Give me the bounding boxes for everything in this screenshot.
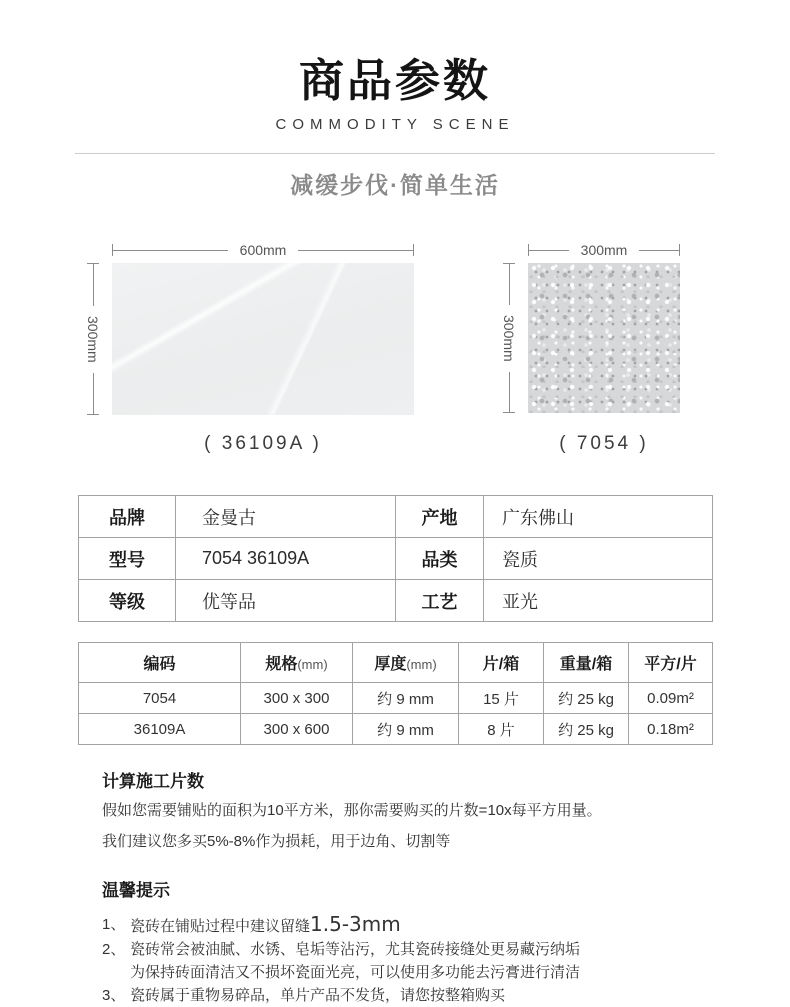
- tips-section: [102, 876, 712, 1007]
- list-item: [102, 938, 712, 984]
- spec-label-origin: 产地: [396, 496, 484, 538]
- calc-line-1: 假如您需要铺贴的面积为10平方米，那你需要购买的片数=10x每平方用量。: [102, 802, 602, 820]
- right-tile-width-dimension: [528, 243, 680, 257]
- spec-value-grade: 优等品: [176, 580, 396, 622]
- page-subtitle: COMMODITY SCENE: [275, 116, 515, 134]
- dimension-tick: [679, 244, 680, 256]
- divider-line: [75, 153, 715, 154]
- dimension-line: [529, 250, 569, 251]
- table-row: [79, 683, 713, 714]
- col-header-sqm-per-piece: 平方/片: [629, 643, 713, 683]
- cell-size: 300 x 300: [241, 683, 353, 714]
- spec-value-category: 瓷质: [484, 538, 713, 580]
- spec-label-craft: 工艺: [396, 580, 484, 622]
- left-tile-width-label: 600mm: [239, 242, 287, 259]
- tip-number: 1、: [102, 916, 126, 934]
- cell-sqm: 0.18m²: [629, 714, 713, 745]
- cell-code: 7054: [79, 683, 241, 714]
- terrazzo-tile-image: [528, 263, 680, 413]
- dimension-line: [298, 250, 413, 251]
- tip-number: 3、: [102, 987, 126, 1005]
- tip-line: 瓷砖常会被油腻、水锈、皂垢等沾污，尤其瓷砖接缝处更易藏污纳垢: [130, 941, 581, 959]
- left-tile-height-label: 300mm: [85, 316, 101, 363]
- tile-figures: [0, 239, 790, 463]
- left-tile-width-dimension: [112, 243, 414, 257]
- spec-value-craft: 亚光: [484, 580, 713, 622]
- table-row: [79, 538, 713, 580]
- marble-tile-image: [112, 263, 414, 415]
- tip-text: 瓷砖属于重物易碎品，单片产品不发货，请您按整箱购买: [130, 987, 506, 1005]
- table-row: [79, 714, 713, 745]
- list-item: [102, 984, 712, 1007]
- dimension-line: [509, 372, 510, 413]
- tip-text: 瓷砖在铺贴过程中建议留缝1.5-3mm: [130, 912, 401, 937]
- cell-code: 36109A: [79, 714, 241, 745]
- tagline: 减缓步伐·简单生活: [290, 172, 500, 199]
- spec-value-model: 7054 36109A: [176, 538, 396, 580]
- table-row: [79, 580, 713, 622]
- table-row: [79, 496, 713, 538]
- tip-line: 为保持砖面清洁又不损坏瓷面光亮，可以使用多功能去污膏进行清洁: [130, 964, 581, 982]
- cell-size: 300 x 600: [241, 714, 353, 745]
- dimension-line: [93, 373, 94, 415]
- page-title: 商品参数: [298, 55, 491, 106]
- spec-label-model: 型号: [79, 538, 176, 580]
- cell-pieces: 8 片: [459, 714, 544, 745]
- right-tile-height-dimension: [502, 263, 516, 413]
- tip-gap-size: 1.5-3mm: [310, 912, 401, 937]
- dimension-line: [113, 250, 228, 251]
- packing-table: [78, 642, 713, 745]
- right-tile-height-label: 300mm: [501, 315, 517, 362]
- cell-pieces: 15 片: [459, 683, 544, 714]
- col-header-weight-per-box: 重量/箱: [544, 643, 629, 683]
- calc-line-2: 我们建议您多买5%-8%作为损耗，用于边角、切割等: [102, 833, 451, 851]
- tips-list: [102, 913, 712, 1007]
- spec-table: [78, 495, 713, 622]
- calc-section: [102, 767, 712, 854]
- col-header-thickness: 厚度(mm): [353, 643, 459, 683]
- col-header-pieces-per-box: 片/箱: [459, 643, 544, 683]
- tip-number: 2、: [102, 941, 126, 959]
- dimension-line: [639, 250, 679, 251]
- cell-sqm: 0.09m²: [629, 683, 713, 714]
- dimension-tick: [87, 414, 99, 415]
- left-tile-height-dimension: [86, 263, 100, 415]
- table-header-row: [79, 643, 713, 683]
- spec-label-brand: 品牌: [79, 496, 176, 538]
- dimension-tick: [503, 412, 515, 413]
- calc-heading: 计算施工片数: [102, 772, 204, 792]
- left-tile-caption: ( 36109A ): [204, 433, 322, 455]
- spec-value-origin: 广东佛山: [484, 496, 713, 538]
- cell-weight: 约 25 kg: [544, 714, 629, 745]
- cell-weight: 约 25 kg: [544, 683, 629, 714]
- list-item: [102, 913, 712, 938]
- right-tile-caption: ( 7054 ): [559, 433, 649, 455]
- right-tile-width-label: 300mm: [580, 242, 628, 259]
- header: [0, 0, 790, 133]
- dimension-line: [93, 264, 94, 306]
- spec-label-grade: 等级: [79, 580, 176, 622]
- cell-thickness: 约 9 mm: [353, 714, 459, 745]
- dimension-tick: [413, 244, 414, 256]
- spec-value-brand: 金曼古: [176, 496, 396, 538]
- cell-thickness: 约 9 mm: [353, 683, 459, 714]
- tips-heading: 温馨提示: [102, 881, 170, 901]
- tip-text: [130, 938, 712, 984]
- dimension-line: [509, 264, 510, 305]
- col-header-code: 编码: [79, 643, 241, 683]
- col-header-size: 规格(mm): [241, 643, 353, 683]
- spec-label-category: 品类: [396, 538, 484, 580]
